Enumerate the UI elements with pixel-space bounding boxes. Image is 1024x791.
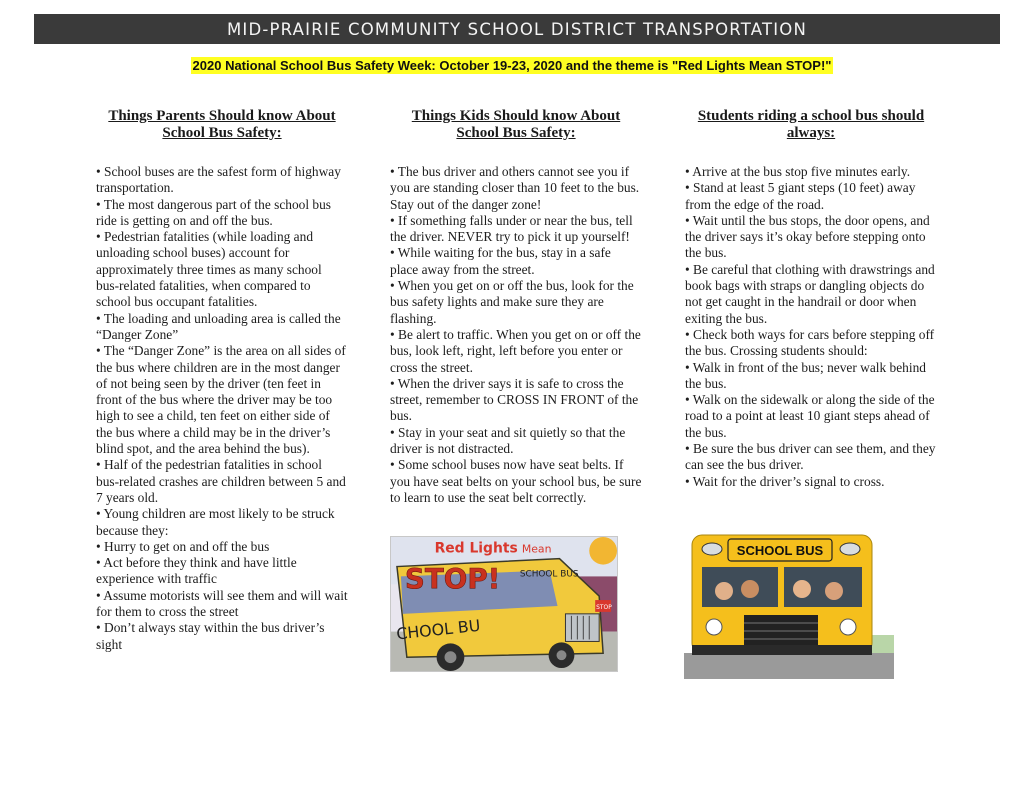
kids-heading: Things Kids Should know About School Bus Safety: xyxy=(411,108,621,141)
list-item: • The “Danger Zone” is the area on all sides of the bus where children are in the most danger of not being seen by the driver (ten feet in front of the bus where the driver may be too high to see a child, ten feet on either side of the bus where a child may be in the driver’s blind spot, and the area behind the bus). xyxy=(96,343,346,457)
list-item: • Young children are most likely to be struck because they: xyxy=(96,506,335,538)
school-bus-photo xyxy=(684,527,894,679)
list-item: • Assume motorists will see them and will wait for them to cross the street xyxy=(96,587,348,620)
bus-safety-drawing xyxy=(390,536,618,672)
list-item: • Stay in your seat and sit quietly so that the driver is not distracted. xyxy=(390,424,626,457)
parents-bullet-list xyxy=(96,164,348,653)
list-item: • When you get on or off the bus, look for the bus safety lights and make sure they are flashing. xyxy=(390,278,634,326)
page-title: MID-PRAIRIE COMMUNITY SCHOOL DISTRICT TRANSPORTATION xyxy=(226,19,808,39)
list-item: • If something falls under or near the bus, tell the driver. NEVER try to pick it up yourself! xyxy=(390,212,633,245)
students-column xyxy=(685,108,937,490)
svg-text:SCHOOL BUS: SCHOOL BUS xyxy=(736,543,824,558)
list-item: • When the driver says it is safe to cross the street, remember to CROSS IN FRONT of the bus. xyxy=(390,375,639,424)
svg-text:STOP: STOP xyxy=(596,604,612,611)
kids-bullet-list xyxy=(390,164,642,506)
list-item: • The bus driver and others cannot see you if you are standing closer than 10 feet to the bus. Stay out of the danger zone! xyxy=(390,164,640,212)
list-item: • Half of the pedestrian fatalities in school bus-related crashes are children between 5 and 7 years old. xyxy=(96,457,346,505)
kids-column xyxy=(390,108,642,506)
students-bullet-list xyxy=(685,164,937,490)
list-item: • Some school buses now have seat belts. If you have seat belts on your school bus, be sure to learn to use the seat belt correctly. xyxy=(390,457,642,505)
header-banner xyxy=(34,14,1000,44)
list-item: • Walk on the sidewalk or along the side of the road to a point at least 10 giant steps ahead of the bus. xyxy=(685,392,935,440)
list-item: • Check both ways for cars before stepping off the bus. Crossing students should: xyxy=(685,326,935,359)
list-item: • Pedestrian fatalities (while loading and unloading school buses) account for approximately three times as many school bus-related fatalities, when compared to school bus occupant fatalities. xyxy=(96,229,322,310)
list-item: • While waiting for the bus, stay in a safe place away from the street. xyxy=(390,245,611,277)
list-item: • The most dangerous part of the school bus ride is getting on and off the bus. xyxy=(96,196,332,228)
list-item: • Be alert to traffic. When you get on or off the bus, look left, right, left before you enter or cross the street. xyxy=(390,326,641,375)
svg-text:SCHOOL BUS: SCHOOL BUS xyxy=(519,569,579,580)
theme-highlight-text: 2020 National School Bus Safety Week: October 19-23, 2020 and the theme is "Red Lights Mean STOP!" xyxy=(192,58,832,73)
list-item: • Be sure the bus driver can see them, and they can see the bus driver. xyxy=(685,441,936,473)
list-item: • Be careful that clothing with drawstrings and book bags with straps or dangling objects do not get caught in the handrail or door when exiting the bus. xyxy=(685,261,935,326)
list-item: • Don’t always stay within the bus driver’s sight xyxy=(96,620,325,652)
svg-text:Mean: Mean xyxy=(521,542,552,556)
list-item: • Wait until the bus stops, the door opens, and the driver says it’s okay before stepping onto the bus. xyxy=(685,212,930,261)
parents-column xyxy=(96,108,348,653)
theme-announcement xyxy=(0,57,1024,75)
students-heading: Students riding a school bus should always: xyxy=(697,108,925,141)
list-item: • The loading and unloading area is called the “Danger Zone” xyxy=(96,310,341,342)
parents-heading: Things Parents Should know About School Bus Safety: xyxy=(108,108,336,141)
list-item: • Hurry to get on and off the bus xyxy=(96,538,270,554)
list-item: • Act before they think and have little experience with traffic xyxy=(96,555,297,587)
bus-drawing-illustration xyxy=(391,537,617,671)
svg-text:CHOOL BU: CHOOL BU xyxy=(395,615,482,644)
list-item: • Stand at least 5 giant steps (10 feet) away from the edge of the road. xyxy=(685,180,916,212)
list-item: • School buses are the safest form of highway transportation. xyxy=(96,164,341,196)
list-item: • Arrive at the bus stop five minutes early. xyxy=(685,164,911,179)
list-item: • Wait for the driver’s signal to cross. xyxy=(685,473,885,489)
svg-text:STOP!: STOP! xyxy=(404,562,501,596)
school-bus-photo-illustration xyxy=(684,527,894,679)
svg-text:Red Lights: Red Lights xyxy=(434,540,518,557)
list-item: • Walk in front of the bus; never walk behind the bus. xyxy=(685,359,926,391)
